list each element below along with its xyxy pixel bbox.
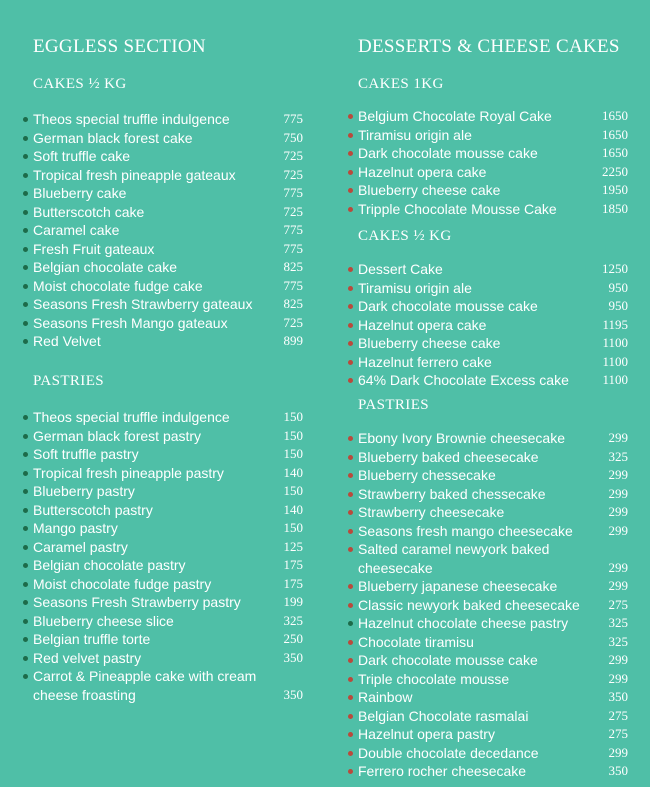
menu-item-name: Tropical fresh pineapple pastry: [33, 464, 224, 481]
menu-item: [348, 448, 628, 467]
bullet-icon: [23, 489, 28, 494]
bullet-icon: [348, 207, 353, 212]
menu-item-price: 299: [608, 670, 628, 686]
menu-item-name: Caramel pastry: [33, 538, 128, 555]
bullet-icon: [23, 302, 28, 307]
menu-item-price: 325: [608, 448, 628, 464]
bullet-icon: [23, 434, 28, 439]
bullet-icon: [348, 455, 353, 460]
menu-item-price: 725: [283, 166, 303, 182]
bullet-icon: [23, 619, 28, 624]
bullet-icon: [23, 674, 28, 679]
bullet-icon: [348, 436, 353, 441]
menu-item: [348, 577, 628, 596]
bullet-icon: [348, 114, 353, 119]
bullet-icon: [348, 640, 353, 645]
menu-item-name: Mango pastry: [33, 520, 118, 536]
bullet-icon: [23, 136, 28, 141]
menu-item: [348, 633, 628, 652]
bullet-icon: [348, 621, 353, 626]
menu-item-name: Tripple Chocolate Mousse Cake: [358, 200, 557, 217]
menu-item-price: 150: [283, 483, 303, 498]
menu-item-name: Strawberry cheesecake: [358, 504, 505, 520]
menu-item-price: 299: [608, 430, 628, 445]
menu-item-name: Blueberry cheese slice: [33, 612, 174, 629]
menu-item-price: 1100: [602, 353, 628, 369]
menu-item-price: 150: [283, 427, 303, 443]
menu-item-name: Salted caramel newyork baked cheesecake: [358, 541, 550, 576]
menu-item: [23, 295, 303, 314]
bullet-icon: [348, 732, 353, 737]
menu-item-price: 325: [283, 612, 303, 628]
bullet-icon: [23, 637, 28, 642]
menu-item: [23, 575, 303, 594]
menu-item-price: 1650: [602, 145, 628, 160]
bullet-icon: [348, 267, 353, 272]
bullet-icon: [348, 378, 353, 383]
menu-item-name: Red velvet pastry: [33, 649, 142, 666]
eggless-pastries-list: [23, 408, 303, 704]
desserts-section-title: DESSERTS & CHEESE CAKES: [358, 36, 620, 57]
bullet-icon: [348, 751, 353, 756]
menu-item: [23, 538, 303, 557]
menu-item-price: 140: [283, 464, 303, 480]
bullet-icon: [348, 677, 353, 682]
bullet-icon: [348, 151, 353, 156]
menu-item: [23, 258, 303, 277]
bullet-icon: [23, 563, 28, 568]
bullet-icon: [348, 323, 353, 328]
bullet-icon: [23, 339, 28, 344]
menu-item-price: 299: [608, 578, 628, 593]
menu-item: [23, 129, 303, 148]
bullet-icon: [348, 603, 353, 608]
menu-item-price: 325: [608, 633, 628, 649]
bullet-icon: [348, 170, 353, 175]
menu-item: [23, 166, 303, 185]
menu-item-price: 775: [283, 185, 303, 200]
bullet-icon: [348, 473, 353, 478]
bullet-icon: [23, 582, 28, 587]
eggless-cakes-list: [23, 110, 303, 351]
bullet-icon: [348, 133, 353, 138]
desserts-cakes-half-list: [348, 260, 628, 390]
menu-item: [348, 614, 628, 633]
menu-item-price: 299: [608, 467, 628, 482]
menu-item-price: 325: [608, 615, 628, 630]
menu-item-price: 150: [283, 409, 303, 424]
menu-item-name: Butterscotch cake: [33, 203, 145, 220]
menu-item: [348, 260, 628, 279]
menu-item-price: 299: [608, 504, 628, 519]
menu-item-name: Double chocolate decedance: [358, 744, 539, 761]
menu-item: [23, 184, 303, 203]
bullet-icon: [23, 471, 28, 476]
menu-item: [348, 670, 628, 689]
menu-item-name: Fresh Fruit gateaux: [33, 240, 155, 257]
menu-item: [348, 371, 628, 390]
menu-item-price: 775: [283, 240, 303, 256]
eggless-section-title: EGGLESS SECTION: [33, 36, 206, 57]
menu-item-price: 140: [283, 501, 303, 517]
menu-item-name: Blueberry chessecake: [358, 467, 496, 483]
menu-item-price: 299: [608, 559, 628, 575]
menu-item-name: Soft truffle cake: [33, 148, 131, 164]
menu-item-name: Caramel cake: [33, 222, 120, 238]
menu-item: [23, 332, 303, 351]
desserts-pastries-title: PASTRIES: [358, 397, 430, 413]
menu-item-name: Seasons Fresh Mango gateaux: [33, 314, 228, 331]
menu-item: [23, 110, 303, 129]
menu-item-name: Red Velvet: [33, 333, 101, 349]
menu-item: [348, 200, 628, 219]
menu-item-price: 275: [608, 707, 628, 723]
menu-item-name: Seasons Fresh Strawberry gateaux: [33, 296, 253, 312]
menu-item-price: 775: [283, 222, 303, 237]
menu-item: [23, 277, 303, 296]
menu-item-price: 1100: [602, 372, 628, 387]
menu-item: [348, 503, 628, 522]
menu-item: [348, 126, 628, 145]
menu-item-name: Dark chocolate mousse cake: [358, 145, 538, 161]
menu-item-name: Hazelnut chocolate cheese pastry: [358, 615, 569, 631]
bullet-icon: [348, 341, 353, 346]
menu-item-name: Belgian Chocolate rasmalai: [358, 707, 529, 724]
menu-item-price: 750: [283, 129, 303, 145]
menu-item: [23, 501, 303, 520]
menu-item-name: Hazelnut opera pastry: [358, 726, 495, 742]
menu-item: [348, 334, 628, 353]
menu-item-name: Belgian truffle torte: [33, 631, 151, 647]
menu-item-name: Belgian chocolate pastry: [33, 557, 186, 573]
desserts-cakes-1kg-title: CAKES 1KG: [358, 76, 444, 92]
menu-item-name: Moist chocolate fudge pastry: [33, 575, 212, 592]
menu-item-name: Chocolate tiramisu: [358, 633, 474, 650]
menu-item: [348, 522, 628, 541]
menu-item-price: 125: [283, 538, 303, 554]
menu-item-name: German black forest pastry: [33, 427, 202, 444]
menu-item-price: 1850: [602, 200, 628, 216]
menu-item-price: 350: [283, 649, 303, 665]
bullet-icon: [23, 526, 28, 531]
menu-item: [348, 181, 628, 200]
bullet-icon: [348, 695, 353, 700]
menu-item-name: Blueberry cheese cake: [358, 335, 501, 351]
bullet-icon: [23, 284, 28, 289]
menu-item-price: 775: [283, 277, 303, 293]
bullet-icon: [23, 452, 28, 457]
menu-item-price: 1100: [602, 335, 628, 350]
menu-item-price: 1650: [602, 108, 628, 123]
menu-item-name: Blueberry pastry: [33, 483, 135, 499]
menu-item: [348, 297, 628, 316]
bullet-icon: [348, 529, 353, 534]
menu-item: [348, 485, 628, 504]
menu-item: [23, 630, 303, 649]
desserts-cakes-1kg-list: [348, 107, 628, 218]
bullet-icon: [348, 286, 353, 291]
menu-item-price: 275: [608, 726, 628, 741]
menu-item-price: 275: [608, 596, 628, 612]
desserts-pastries-list: [348, 429, 628, 781]
menu-item-price: 350: [608, 763, 628, 778]
menu-item-name: Tiramisu origin ale: [358, 279, 472, 296]
bullet-icon: [348, 714, 353, 719]
menu-item-name: Seasons Fresh Strawberry pastry: [33, 594, 241, 610]
menu-item-price: 299: [608, 485, 628, 501]
menu-item: [23, 519, 303, 538]
menu-item-name: Hazelnut ferrero cake: [358, 353, 492, 370]
menu-item-price: 725: [283, 314, 303, 330]
menu-item: [348, 707, 628, 726]
menu-item: [23, 445, 303, 464]
menu-item: [23, 482, 303, 501]
menu-item-price: 825: [283, 259, 303, 274]
menu-item-name: Ebony Ivory Brownie cheesecake: [358, 430, 565, 446]
menu-item: [23, 464, 303, 483]
menu-item: [348, 744, 628, 763]
bullet-icon: [348, 510, 353, 515]
menu-item-price: 1650: [602, 126, 628, 142]
menu-item: [23, 427, 303, 446]
bullet-icon: [348, 769, 353, 774]
menu-item-price: 825: [283, 296, 303, 311]
menu-item: [23, 408, 303, 427]
menu-item-name: Tiramisu origin ale: [358, 126, 472, 143]
menu-item-name: Butterscotch pastry: [33, 501, 153, 518]
bullet-icon: [348, 547, 353, 552]
menu-item: [348, 429, 628, 448]
menu-item-price: 1250: [602, 261, 628, 276]
menu-item: [348, 163, 628, 182]
menu-item-name: Dessert Cake: [358, 261, 443, 277]
desserts-cakes-half-title: CAKES ½ KG: [358, 228, 452, 244]
bullet-icon: [23, 210, 28, 215]
menu-item-price: 350: [283, 686, 303, 702]
menu-item-price: 299: [608, 744, 628, 760]
bullet-icon: [23, 265, 28, 270]
menu-item-name: Carrot & Pineapple cake with cream cheese froasting: [33, 668, 257, 703]
menu-item-price: 299: [608, 652, 628, 667]
menu-item-price: 2250: [602, 163, 628, 179]
menu-item-name: Blueberry japanese cheesecake: [358, 578, 558, 594]
menu-item: [348, 540, 628, 577]
menu-item: [23, 667, 303, 704]
menu-item-price: 950: [608, 279, 628, 295]
menu-item-price: 950: [608, 298, 628, 313]
menu-item-name: Triple chocolate mousse: [358, 670, 510, 687]
bullet-icon: [23, 321, 28, 326]
menu-item: [23, 203, 303, 222]
menu-item: [348, 762, 628, 781]
menu-item-price: 175: [283, 557, 303, 572]
menu-item: [348, 316, 628, 335]
menu-item-name: 64% Dark Chocolate Excess cake: [358, 372, 569, 388]
menu-item-name: Theos special truffle indulgence: [33, 409, 230, 425]
menu-item: [23, 240, 303, 259]
menu-item-name: Dark chocolate mousse cake: [358, 298, 538, 314]
menu-item: [348, 279, 628, 298]
menu-item-name: Tropical fresh pineapple gateaux: [33, 166, 236, 183]
menu-item-price: 250: [283, 631, 303, 646]
menu-item: [23, 593, 303, 612]
bullet-icon: [348, 492, 353, 497]
menu-item-name: Moist chocolate fudge cake: [33, 277, 203, 294]
bullet-icon: [23, 117, 28, 122]
menu-item: [23, 612, 303, 631]
bullet-icon: [348, 584, 353, 589]
menu-item: [348, 353, 628, 372]
menu-item-name: Belgium Chocolate Royal Cake: [358, 108, 552, 124]
menu-item: [23, 314, 303, 333]
menu-item-price: 725: [283, 148, 303, 163]
bullet-icon: [23, 191, 28, 196]
menu-item-price: 299: [608, 522, 628, 538]
bullet-icon: [23, 415, 28, 420]
menu-item-name: Seasons fresh mango cheesecake: [358, 522, 573, 539]
menu-item-name: Theos special truffle indulgence: [33, 111, 230, 127]
bullet-icon: [348, 360, 353, 365]
bullet-icon: [23, 545, 28, 550]
menu-item: [348, 466, 628, 485]
menu-item: [23, 221, 303, 240]
menu-item: [23, 649, 303, 668]
menu-item-price: 150: [283, 520, 303, 535]
eggless-cakes-title: CAKES ½ KG: [33, 76, 127, 92]
menu-item-price: 175: [283, 575, 303, 591]
menu-item-name: Blueberry cheese cake: [358, 182, 501, 198]
bullet-icon: [23, 228, 28, 233]
menu-item-name: Dark chocolate mousse cake: [358, 652, 538, 668]
menu-item-name: German black forest cake: [33, 129, 193, 146]
bullet-icon: [23, 154, 28, 159]
bullet-icon: [23, 247, 28, 252]
menu-item-price: 199: [283, 594, 303, 609]
menu-item-name: Belgian chocolate cake: [33, 259, 177, 275]
menu-item-price: 1950: [602, 182, 628, 197]
menu-item-name: Classic newyork baked cheesecake: [358, 596, 580, 613]
bullet-icon: [348, 658, 353, 663]
eggless-pastries-title: PASTRIES: [33, 373, 105, 389]
menu-item: [348, 651, 628, 670]
menu-item-price: 150: [283, 446, 303, 461]
menu-item: [348, 107, 628, 126]
menu-item-name: Blueberry baked cheesecake: [358, 448, 539, 465]
menu-item-price: 725: [283, 203, 303, 219]
menu-item: [348, 688, 628, 707]
menu-item: [23, 556, 303, 575]
bullet-icon: [348, 304, 353, 309]
menu-item-name: Strawberry baked chessecake: [358, 485, 546, 502]
bullet-icon: [23, 600, 28, 605]
menu-item: [348, 725, 628, 744]
menu-item-price: 899: [283, 333, 303, 348]
menu-item: [348, 596, 628, 615]
bullet-icon: [23, 656, 28, 661]
menu-item-price: 775: [283, 111, 303, 126]
menu-item: [23, 147, 303, 166]
menu-item-price: 350: [608, 689, 628, 704]
bullet-icon: [23, 173, 28, 178]
menu-item-name: Hazelnut opera cake: [358, 163, 487, 180]
bullet-icon: [23, 508, 28, 513]
menu-item-name: Hazelnut opera cake: [358, 316, 487, 333]
menu-item-name: Soft truffle pastry: [33, 446, 139, 462]
menu-item: [348, 144, 628, 163]
bullet-icon: [348, 188, 353, 193]
menu-item-name: Ferrero rocher cheesecake: [358, 763, 527, 779]
menu-item-name: Rainbow: [358, 689, 413, 705]
menu-item-name: Blueberry cake: [33, 185, 127, 201]
menu-item-price: 1195: [602, 316, 628, 332]
